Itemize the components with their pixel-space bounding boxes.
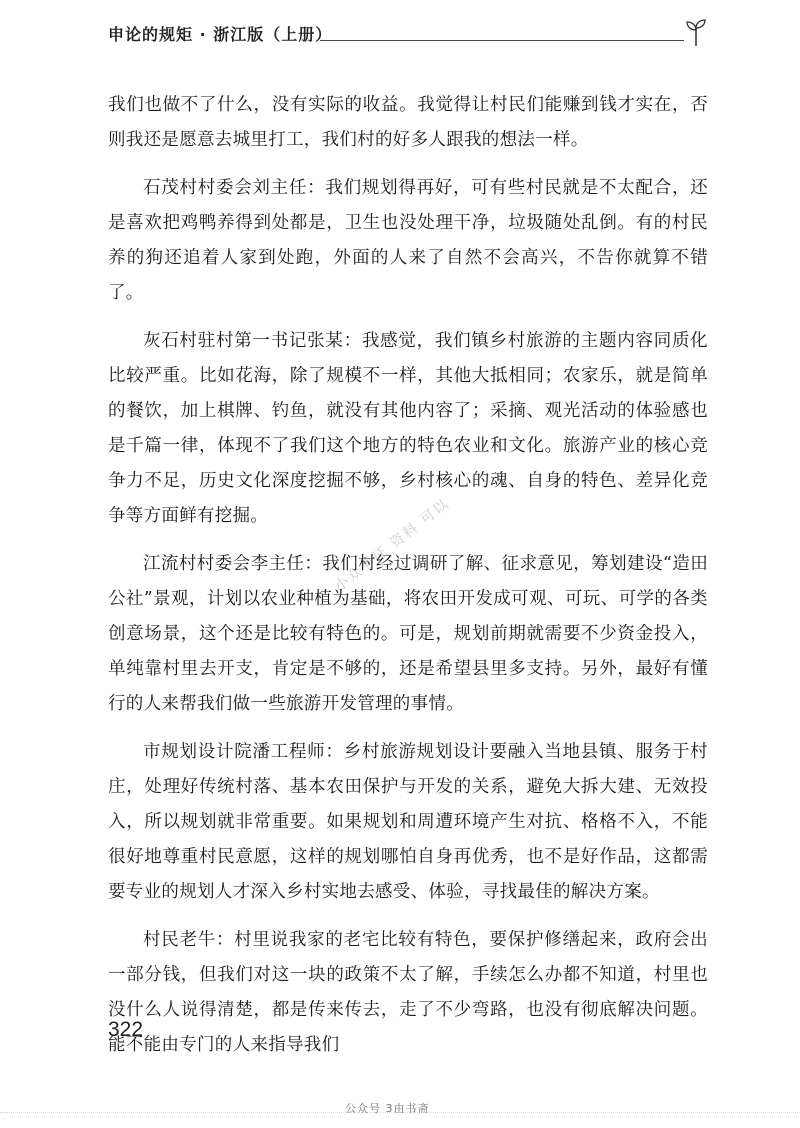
- bottom-stamp: 公众号 3由书斋: [345, 1102, 430, 1115]
- paragraph-liu: 石茂村村委会刘主任：我们规划得再好，可有些村民就是不太配合，还是喜欢把鸡鸭养得到处都是，卫生也没处理干净，垃圾随处乱倒。有的村民养的狗还追着人家到处跑，外面的人来了自然不会高兴，不告你就算不错了。: [108, 178, 708, 303]
- watermark: 小众考证 资料 可以: [331, 495, 453, 595]
- book-title: 申论的规矩 · 浙江版（上册）: [108, 25, 333, 44]
- page-number: 322: [108, 1018, 144, 1041]
- paragraph-zhang: 灰石村驻村第一书记张某：我感觉，我们镇乡村旅游的主题内容同质化比较严重。比如花海，除了规模不一样，其他大抵相同；农家乐，就是简单的餐饮，加上棋牌、钓鱼，就没有其他内容了；采摘、观光活动的体验感也是千篇一律，体现不了我们这个地方的特色农业和文化。旅游产业的核心竞争力不足，历史文化深度挖掘不够，乡村核心的魂、自身的特色、差异化竞争等方面鲜有挖掘。: [108, 331, 708, 526]
- paragraph-laoniu: 村民老牛：村里说我家的老宅比较有特色，要保护修缮起来，政府会出一部分钱，但我们对这一块的政策不太了解，手续怎么办都不知道，村里也没什么人说得清楚，都是传来传去，走了不少弯路，也没有彻底解决问题。能不能由专门的人来指导我们: [108, 930, 708, 1055]
- running-header: [108, 18, 708, 52]
- paragraph-continued: 我们也做不了什么，没有实际的收益。我觉得让村民们能赚到钱才实在，否则我还是愿意去城里打工，我们村的好多人跟我的想法一样。: [108, 95, 708, 150]
- paragraph-li: 江流村村委会李主任：我们村经过调研了解、征求意见，筹划建设“造田公社”景观，计划以农业种植为基础，将农田开发成可观、可玩、可学的各类创意场景，这个还是比较有特色的。可是，规划前期就需要不少资金投入，单纯靠村里去开支，肯定是不够的，还是希望县里多支持。另外，最好有懂行的人来帮我们做一些旅游开发管理的事情。: [108, 554, 708, 714]
- header-rule: [320, 40, 684, 41]
- sprout-icon: [684, 18, 708, 48]
- body-text: [108, 88, 708, 1076]
- paragraph-pan: 市规划设计院潘工程师：乡村旅游规划设计要融入当地县镇、服务于村庄，处理好传统村落、基本农田保护与开发的关系，避免大拆大建、无效投入，所以规划就非常重要。如果规划和周遭环境产生对抗、格格不入，不能很好地尊重村民意愿，这样的规划哪怕自身再优秀，也不是好作品，这都需要专业的规划人才深入乡村实地去感受、体验，寻找最佳的解决方案。: [108, 742, 708, 902]
- scan-edge: [0, 1112, 800, 1116]
